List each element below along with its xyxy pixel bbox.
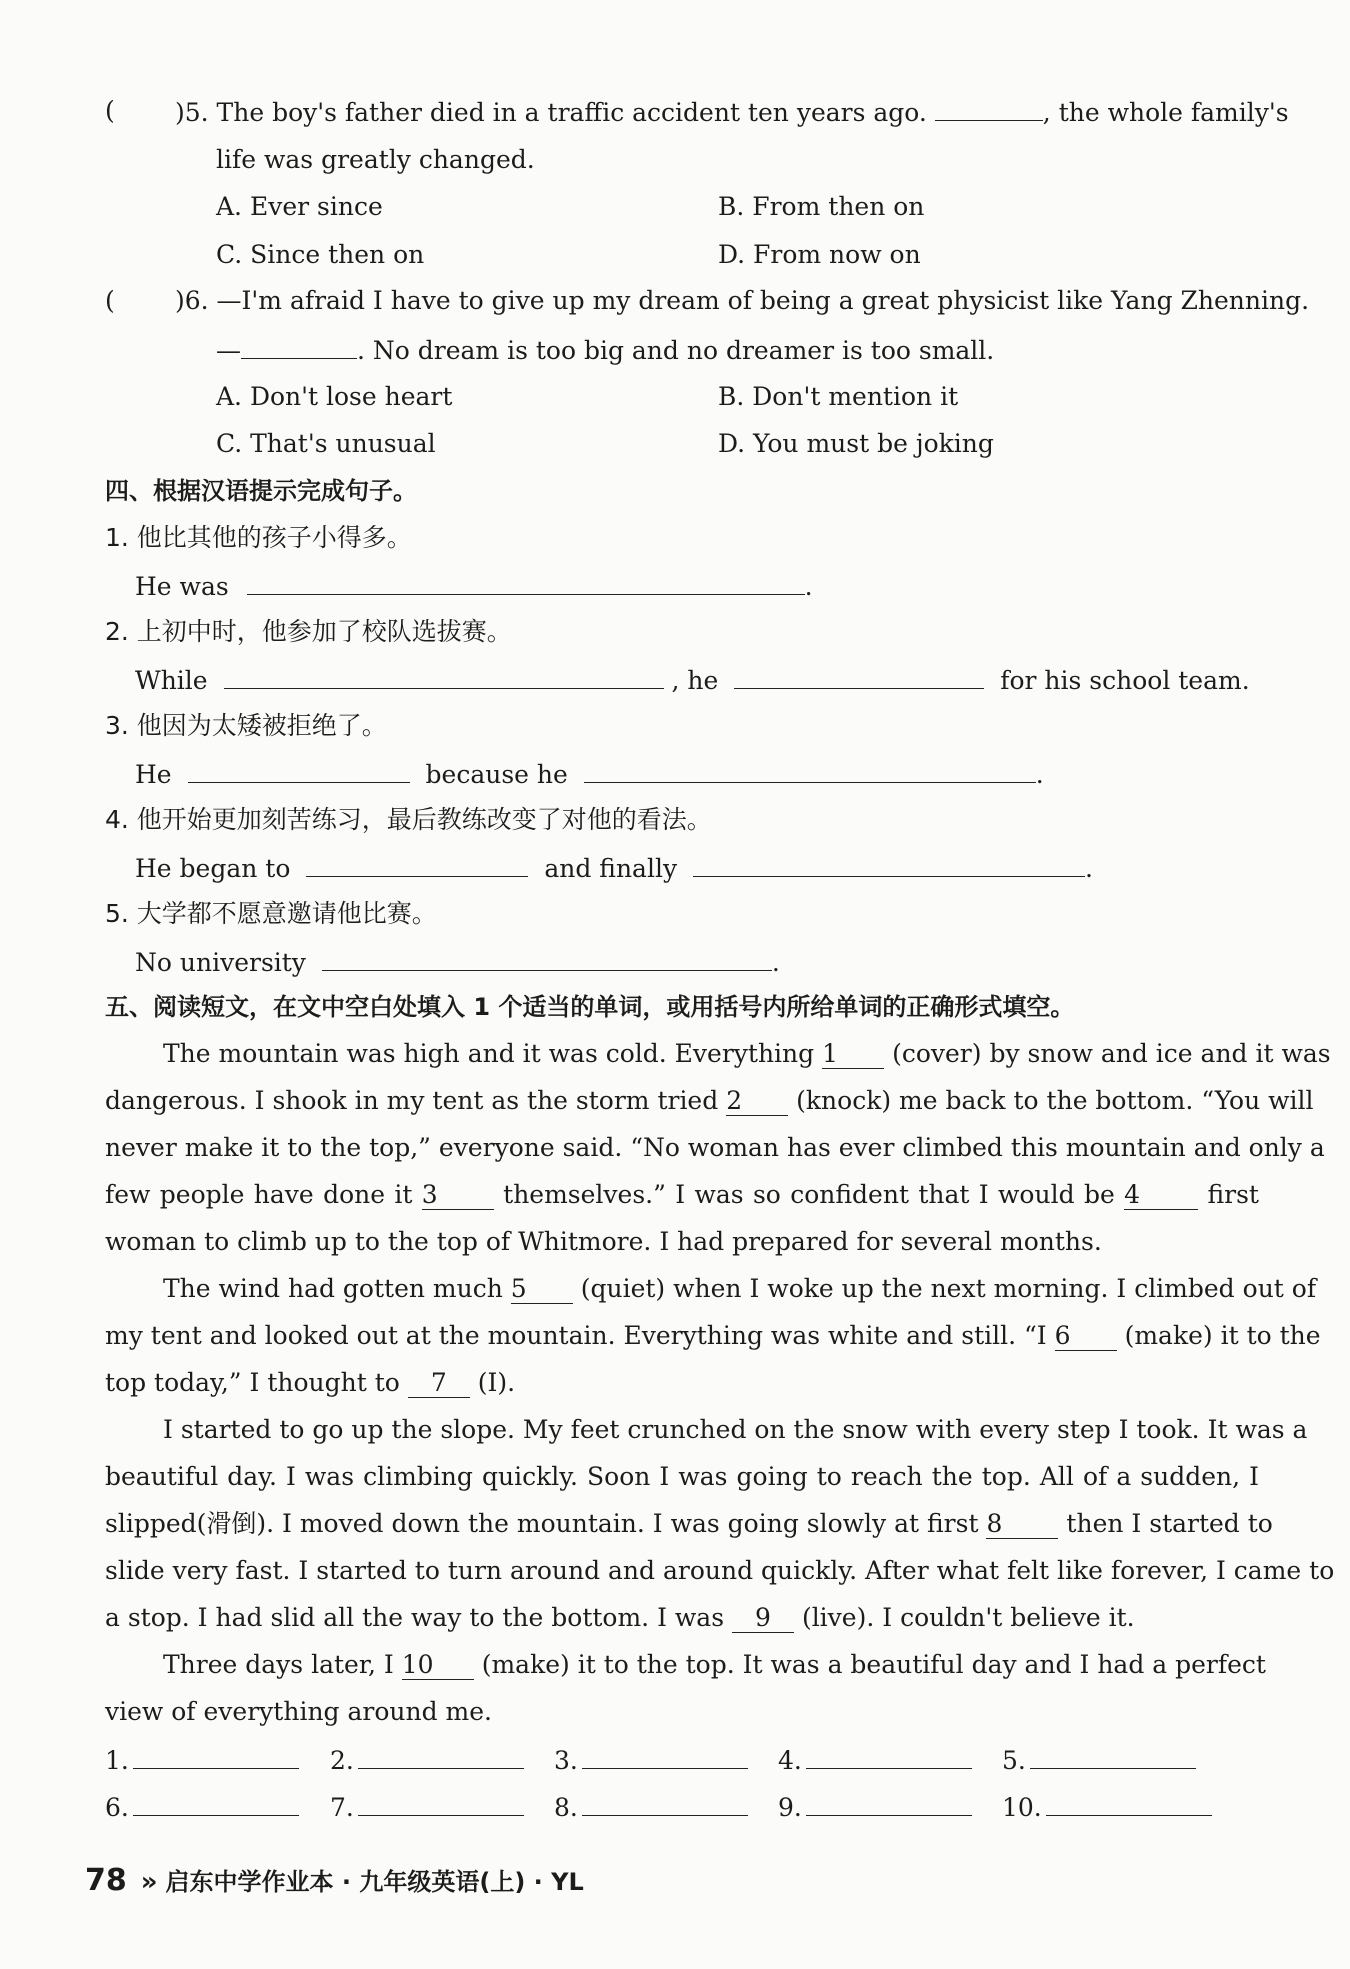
answer-blank-1 (133, 1742, 299, 1769)
p1-line2: dangerous. I shook in my tent as the storm tried 2 (knock) me back to the bottom. “You will (105, 1086, 1314, 1115)
blank-1: 1 (822, 1040, 884, 1069)
q6-paren: ( (105, 286, 115, 315)
answer-label-4: 4. (778, 1742, 972, 1778)
blank-9: 9 (732, 1604, 794, 1633)
q5-option-d: D. From now on (718, 240, 921, 269)
s4-item5-blank (322, 944, 772, 971)
answer-label-1: 1. (105, 1742, 299, 1778)
s4-item3-cn: 3. 他因为太矮被拒绝了。 (105, 711, 387, 740)
blank-3: 3 (422, 1181, 494, 1210)
page-number: 78 (85, 1863, 127, 1898)
s4-item4-en: He began to and finally . (135, 850, 1093, 886)
p3-line4: slide very fast. I started to turn around and around quickly. After what felt like forever, I came to (105, 1556, 1335, 1585)
p2-line1: The wind had gotten much 5 (quiet) when I woke up the next morning. I climbed out of (163, 1274, 1317, 1303)
s4-item5-cn: 5. 大学都不愿意邀请他比赛。 (105, 899, 437, 928)
s4-item3-en: He because he . (135, 756, 1044, 792)
s4-item1-en: He was . (135, 568, 813, 604)
q6-option-c: C. That's unusual (216, 429, 436, 458)
book-title: 启东中学作业本 · 九年级英语(上) · YL (165, 1868, 584, 1896)
p1-line1: The mountain was high and it was cold. Everything 1 (cover) by snow and ice and it was (163, 1039, 1331, 1068)
answer-label-10: 10. (1002, 1789, 1212, 1825)
answer-blank-4 (806, 1742, 972, 1769)
answer-blank-10 (1046, 1789, 1212, 1816)
q5-paren: ( (105, 96, 115, 125)
p1-line3: never make it to the top,” everyone said. “No woman has ever climbed this mountain and only a (105, 1133, 1325, 1162)
s4-item1-blank (247, 568, 805, 595)
s4-item3-blank-2 (584, 756, 1036, 783)
q5-line2: life was greatly changed. (216, 145, 535, 174)
p2-line2: my tent and looked out at the mountain. Everything was white and still. “I 6 (make) it to the (105, 1321, 1321, 1350)
p3-line1: I started to go up the slope. My feet crunched on the snow with every step I took. It was a (163, 1415, 1308, 1444)
answer-blank-2 (358, 1742, 524, 1769)
q5-option-a: A. Ever since (216, 192, 383, 221)
answer-label-6: 6. (105, 1789, 299, 1825)
page-footer (85, 1862, 584, 1898)
q6-line1: )6. —I'm afraid I have to give up my dream of being a great physicist like Yang Zhenning. (175, 286, 1310, 315)
s4-item2-blank-2 (734, 662, 984, 689)
answer-label-3: 3. (554, 1742, 748, 1778)
q6-option-a: A. Don't lose heart (216, 382, 453, 411)
q6-option-b: B. Don't mention it (718, 382, 959, 411)
section5-heading: 五、阅读短文，在文中空白处填入 1 个适当的单词，或用括号内所给单词的正确形式填空。 (105, 993, 1075, 1021)
p3-line2: beautiful day. I was climbing quickly. Soon I was going to reach the top. All of a sudden, I (105, 1462, 1259, 1491)
s4-item1-cn: 1. 他比其他的孩子小得多。 (105, 523, 412, 552)
s4-item4-blank-1 (306, 850, 528, 877)
blank-8: 8 (986, 1510, 1058, 1539)
blank-2: 2 (726, 1087, 788, 1116)
p4-line2: view of everything around me. (105, 1697, 492, 1726)
p4-line1: Three days later, I 10 (make) it to the top. It was a beautiful day and I had a perfect (163, 1650, 1266, 1679)
blank-7: 7 (408, 1369, 470, 1398)
answer-blank-8 (582, 1789, 748, 1816)
answer-blank-9 (806, 1789, 972, 1816)
answer-blank-7 (358, 1789, 524, 1816)
answer-label-9: 9. (778, 1789, 972, 1825)
s4-item3-blank-1 (188, 756, 410, 783)
answer-blank-3 (582, 1742, 748, 1769)
q6-blank (241, 332, 357, 359)
p1-line4: few people have done it 3 themselves.” I was so confident that I would be 4 first (105, 1180, 1259, 1209)
section4-heading: 四、根据汉语提示完成句子。 (105, 477, 417, 505)
s4-item2-blank-1 (224, 662, 664, 689)
p3-line5: a stop. I had slid all the way to the bottom. I was 9 (live). I couldn't believe it. (105, 1603, 1135, 1632)
p1-line5: woman to climb up to the top of Whitmore. I had prepared for several months. (105, 1227, 1102, 1256)
s4-item4-cn: 4. 他开始更加刻苦练习，最后教练改变了对他的看法。 (105, 805, 712, 834)
s4-item2-cn: 2. 上初中时，他参加了校队选拔赛。 (105, 617, 512, 646)
blank-6: 6 (1055, 1322, 1117, 1351)
s4-item2-en: While , he for his school team. (135, 662, 1250, 698)
blank-5: 5 (511, 1275, 573, 1304)
q5-blank (935, 94, 1043, 121)
q5-option-b: B. From then on (718, 192, 925, 221)
q5-option-c: C. Since then on (216, 240, 425, 269)
q6-option-d: D. You must be joking (718, 429, 994, 458)
q5-line1: )5. The boy's father died in a traffic accident ten years ago. , the whole family's (175, 94, 1289, 130)
q6-line2: — . No dream is too big and no dreamer is too small. (216, 332, 994, 368)
p3-line3: slipped(滑倒). I moved down the mountain. I was going slowly at first 8 then I started to (105, 1509, 1273, 1538)
answer-blank-5 (1030, 1742, 1196, 1769)
blank-4: 4 (1124, 1181, 1198, 1210)
blank-10: 10 (402, 1651, 474, 1680)
answer-label-8: 8. (554, 1789, 748, 1825)
s4-item5-en: No university . (135, 944, 780, 980)
answer-label-7: 7. (330, 1789, 524, 1825)
answer-label-2: 2. (330, 1742, 524, 1778)
s4-item4-blank-2 (693, 850, 1085, 877)
double-chevron-icon: » (140, 1867, 158, 1897)
p2-line3: top today,” I thought to 7 (I). (105, 1368, 516, 1397)
answer-blank-6 (133, 1789, 299, 1816)
answer-label-5: 5. (1002, 1742, 1196, 1778)
